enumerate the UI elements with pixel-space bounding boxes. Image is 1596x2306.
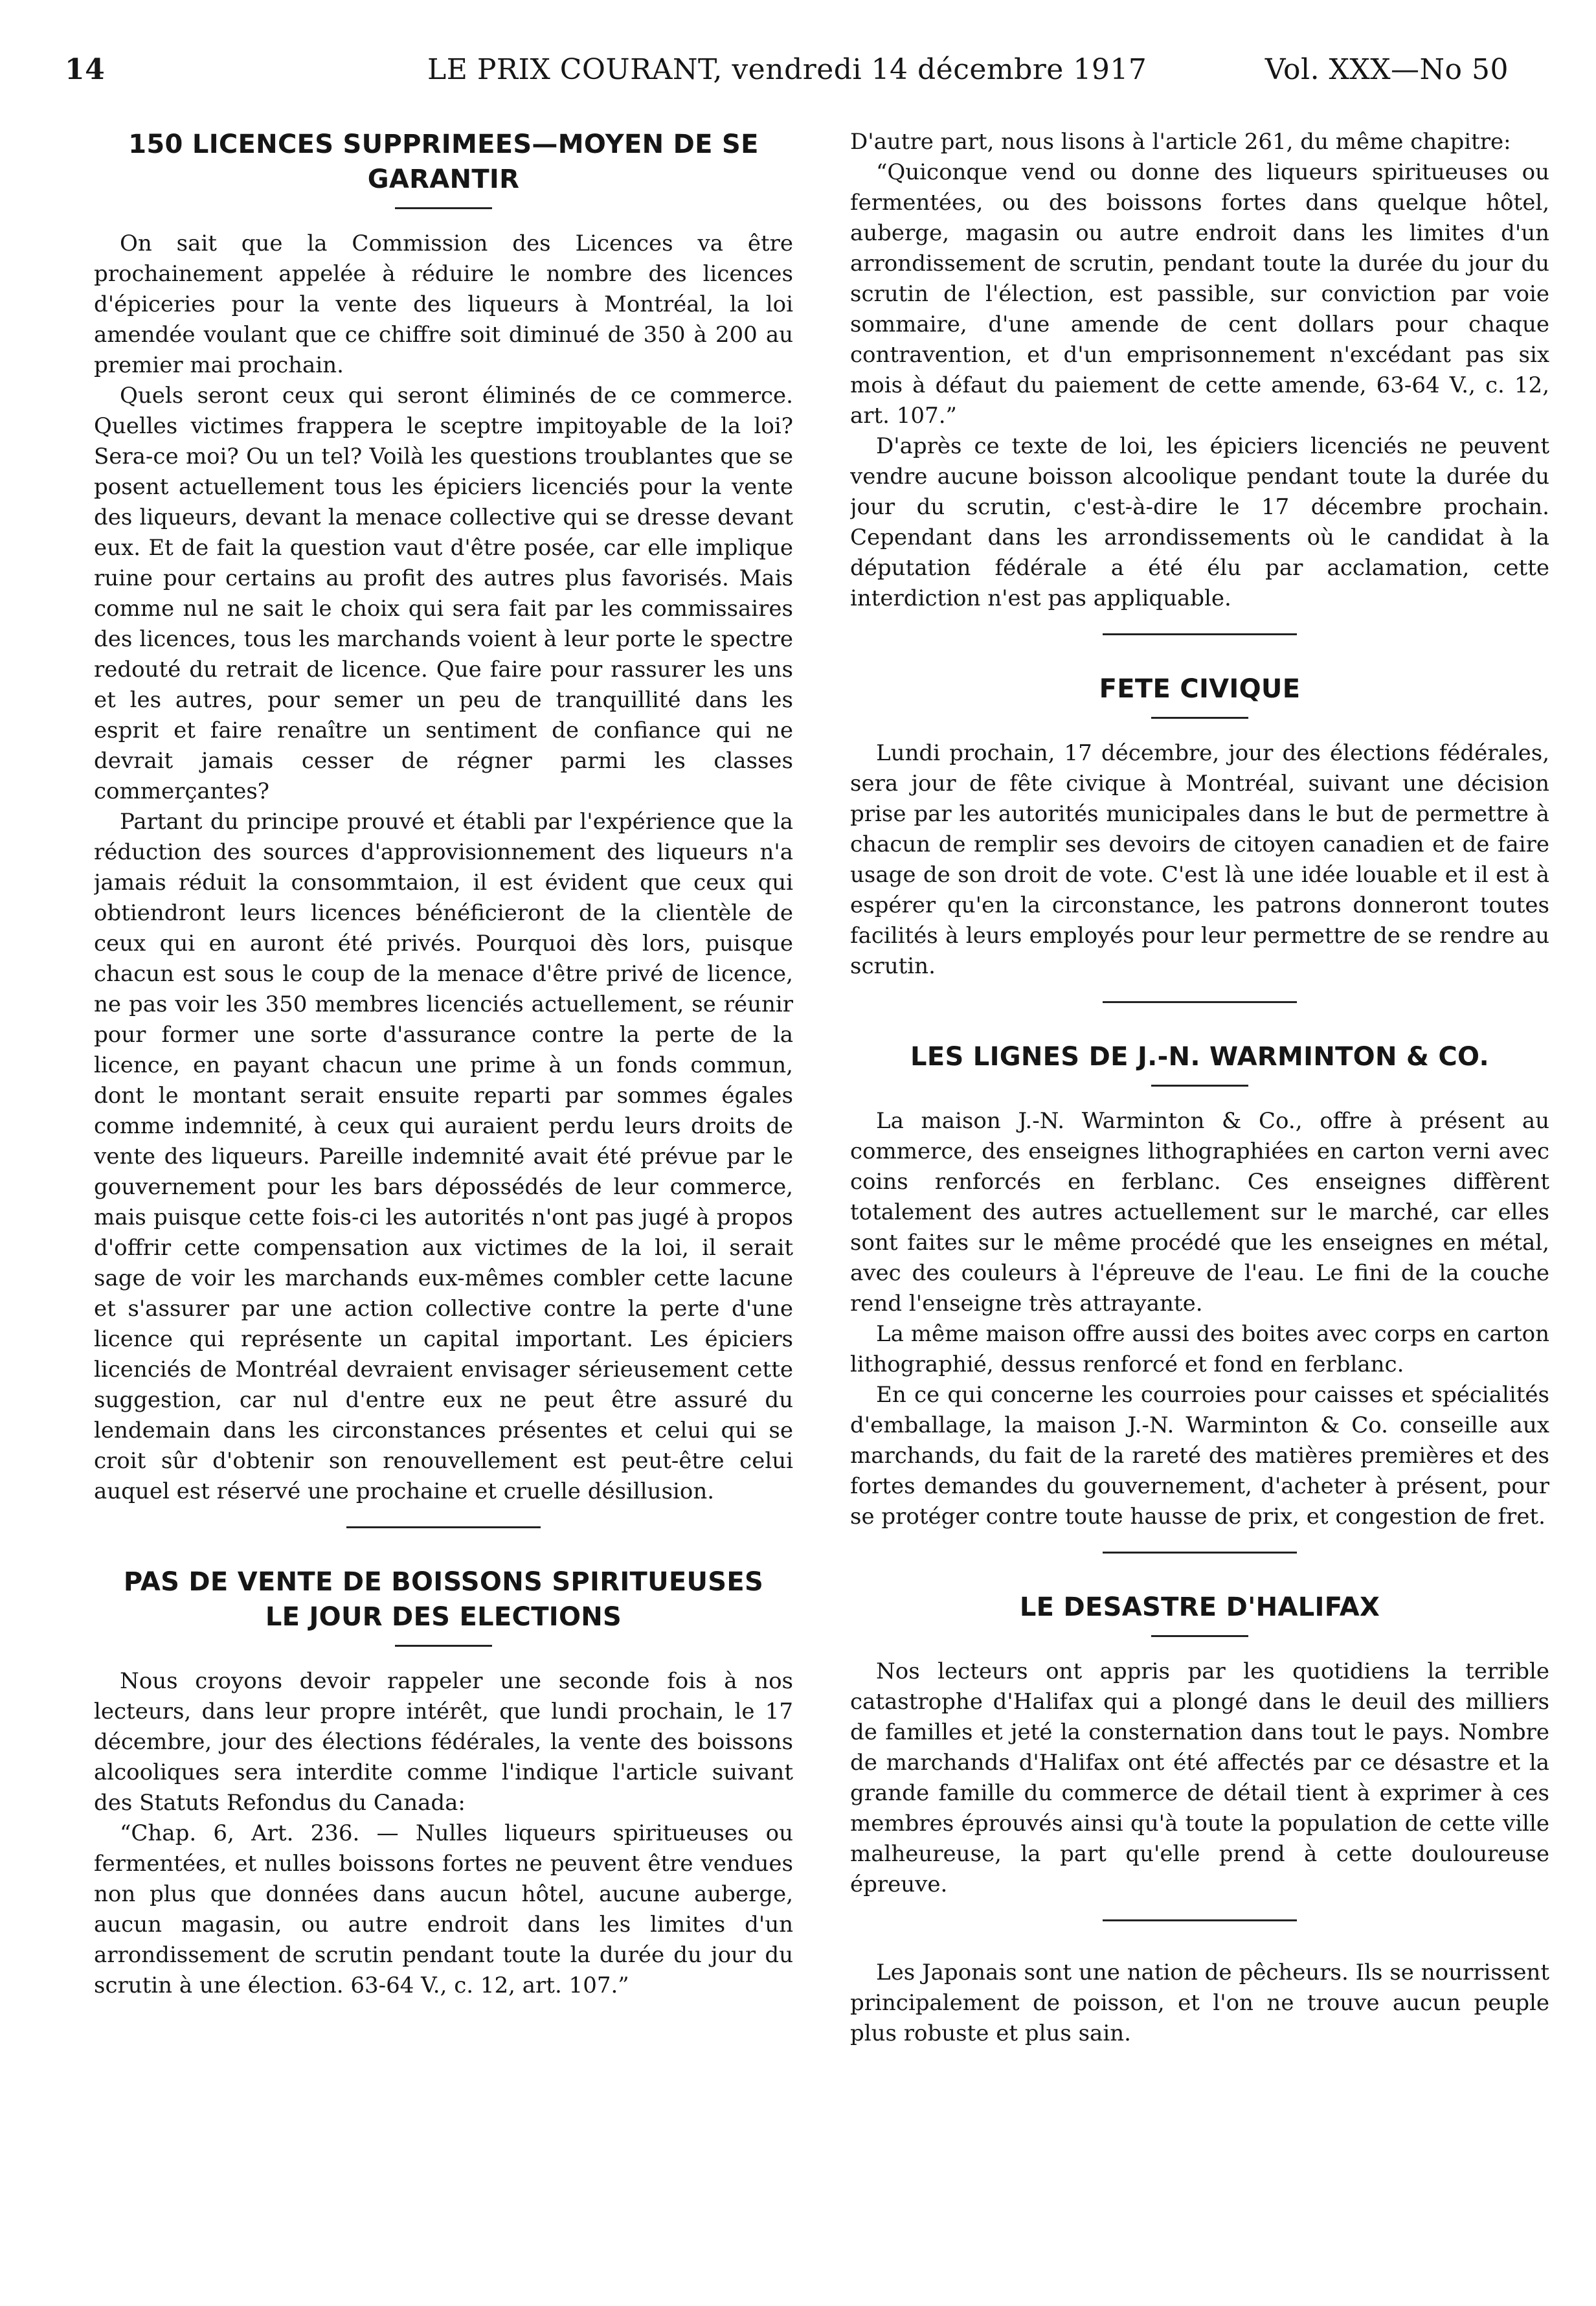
page-header [65,53,1509,98]
paragraph: Nous croyons devoir rappeler une seconde fois à nos lecteurs, dans leur propre intérêt, que lundi prochain, le 17 décembre, jour des élections fédérales, la vente des boissons alcooliques sera interdite comme l'indique l'article suivant des Statuts Refondus du Canada: [94,1668,793,1816]
publication-title: LE PRIX COURANT, vendredi 14 décembre 1917 [427,53,1147,86]
paragraph: En ce qui concerne les courroies pour caisses et spécialités d'emballage, la maison J.-N. Warminton & Co. conseille aux marchands, du fait de la rareté des matières premières et des fortes demandes du gouvernement, d'acheter à présent, pour se protéger contre toute hausse de prix, et congestion de fret. [850,1382,1549,1530]
paragraph: D'autre part, nous lisons à l'article 261, du même chapitre: [850,129,1511,155]
page-number: 14 [65,53,106,86]
article-title: LES LIGNES DE J.-N. WARMINTON & CO. [910,1042,1489,1072]
article-warminton [850,1039,1549,1532]
article-boissons [94,1565,793,2001]
article-halifax [850,1590,1549,1900]
article-separator [1103,633,1297,635]
paragraph: La même maison offre aussi des boites avec corps en carton lithographié, dessus renforcé et fond en ferblanc. [850,1321,1549,1377]
article-boissons-continued [850,127,1549,614]
left-column [94,127,793,2283]
paragraph: La maison J.-N. Warminton & Co., offre à présent au commerce, des enseignes lithographiées en carton verni avec coins renforcés en ferblanc. Ces enseignes diffèrent totalement des autres actuellement sur le marché, car elles sont faites sur le même procédé que les enseignes en métal, avec des couleurs à l'épreuve de l'eau. Le fini de la couche rend l'enseigne très attrayante. [850,1108,1549,1317]
paragraph: Lundi prochain, 17 décembre, jour des élections fédérales, sera jour de fête civique à Montréal, suivant une décision prise par les autorités municipales dans le but de permettre à chacun de remplir ses devoirs de citoyen canadien et de faire usage de son droit de vote. C'est là une idée louable et il est à espérer qu'en la circonstance, les patrons donneront toutes facilités à leurs employés pour leur permettre de se rendre au scrutin. [850,740,1549,979]
article-title: 150 LICENCES SUPPRIMEES—MOYEN DE SE GARANTIR [128,130,759,194]
right-column [850,127,1549,2283]
article-separator [1103,1552,1297,1554]
paragraph: Les Japonais sont une nation de pêcheurs. Ils se nourrissent principalement de poisson, et l'on ne trouve aucun peuple plus robuste et plus sain. [850,1960,1549,2046]
title-rule [1151,1635,1248,1637]
title-rule [1151,717,1248,719]
paragraph: D'après ce texte de loi, les épiciers licenciés ne peuvent vendre aucune boisson alcoolique pendant toute la durée du jour du scrutin, c'est-à-dire le 17 décembre prochain. Cependant dans les arrondissements où le candidat à la députation fédérale a été élu par acclamation, cette interdiction n'est pas appliquable. [850,433,1549,611]
article-separator [346,1526,541,1528]
title-rule [1151,1085,1248,1087]
volume-number: Vol. XXX—No 50 [1264,53,1509,86]
article-title: FETE CIVIQUE [1099,674,1301,704]
paragraph: “Chap. 6, Art. 236. — Nulles liqueurs spiritueuses ou fermentées, et nulles boissons fortes ne peuvent être vendues non plus que données dans aucun hôtel, aucune auberge, aucun magasin, ou autre endroit dans les limites d'un arrondissement de scrutin pendant toute la durée du jour du scrutin à une élection. 63-64 V., c. 12, art. 107.” [94,1820,793,1998]
paragraph: On sait que la Commission des Licences va être prochainement appelée à réduire le nombre des licences d'épiceries pour la vente des liqueurs à Montréal, la loi amendée voulant que ce chiffre soit diminué de 350 à 200 au premier mai prochain. [94,231,793,378]
paragraph: Nos lecteurs ont appris par les quotidiens la terrible catastrophe d'Halifax qui a plongé dans le deuil des milliers de familles et jeté la consternation dans tout le pays. Nombre de marchands d'Halifax ont été affectés par ce désastre et la grande famille du commerce de détail tient à exprimer à ces membres éprouvés ainsi qu'à toute la population de cette ville malheureuse, la part qu'elle prend à cette douloureuse épreuve. [850,1658,1549,1897]
title-rule [395,1645,492,1647]
article-title: PAS DE VENTE DE BOISSONS SPIRITUEUSES LE JOUR DES ELECTIONS [123,1567,764,1632]
article-licences [94,127,793,1507]
article-separator [1103,1001,1297,1003]
paragraph: “Quiconque vend ou donne des liqueurs spiritueuses ou fermentées, ou des boissons fortes dans quelque hôtel, auberge, magasin ou autre endroit dans les limites d'un arrondissement de scrutin, pendant toute la durée du jour du scrutin de l'élection, est passible, sur conviction par voie sommaire, d'une amende de cent dollars pour chaque contravention, et d'un emprisonnement n'excédant pas six mois à défaut du paiement de cette amende, 63-64 V., c. 12, art. 107.” [850,159,1549,429]
title-rule [395,207,492,209]
article-fete-civique [850,672,1549,982]
article-title: LE DESASTRE D'HALIFAX [1019,1592,1380,1622]
article-separator [1103,1919,1297,1921]
paragraph: Quels seront ceux qui seront éliminés de ce commerce. Quelles victimes frappera le sceptre impitoyable de la loi? Sera-ce moi? Ou un tel? Voilà les questions troublantes que se posent actuellement tous les épiciers licenciés pour la vente des liqueurs, devant la menace collective qui se dresse devant eux. Et de fait la question vaut d'être posée, car elle implique ruine pour certains au profit des autres plus favorisés. Mais comme nul ne sait le choix qui sera fait par les commissaires des licences, tous les marchands voient à leur porte le spectre redouté du retrait de licence. Que faire pour rassurer les uns et les autres, pour semer un peu de tranquillité dans les esprit et faire renaître un sentiment de confiance qui ne devrait jamais cesser de régner parmi les classes commerçantes? [94,383,793,804]
article-japonais [850,1958,1549,2049]
paragraph: Partant du principe prouvé et établi par l'expérience que la réduction des sources d'approvisionnement des liqueurs n'a jamais réduit la consommtaion, il est évident que ceux qui obtiendront leurs licences bénéficieront de la clientèle de ceux qui en auront été privés. Pourquoi dès lors, puisque chacun est sous le coup de la menace d'être privé de licence, ne pas voir les 350 membres licenciés actuellement, se réunir pour former une sorte d'assurance contre la perte de la licence, en payant chacun une prime à un fonds commun, dont le montant serait ensuite reparti par sommes égales comme indemnité, à ceux qui auraient perdu leurs droits de vente des liqueurs. Pareille indemnité avait été prévue par le gouvernement pour les bars dépossédés de leur commerce, mais puisque cette fois-ci les autorités n'ont pas jugé à propos d'offrir cette compensation aux victimes de la loi, il serait sage de voir les marchands eux-mêmes combler cette lacune et s'assurer par une action collective contre la perte d'une licence qui représente un capital important. Les épiciers licenciés de Montréal devraient envisager sérieusement cette suggestion, car nul d'entre eux ne peut être assuré du lendemain dans les circonstances présentes et celui qui se croit sûr d'obtenir son renouvellement est peut-être celui auquel est réservé une prochaine et cruelle désillusion. [94,809,793,1504]
